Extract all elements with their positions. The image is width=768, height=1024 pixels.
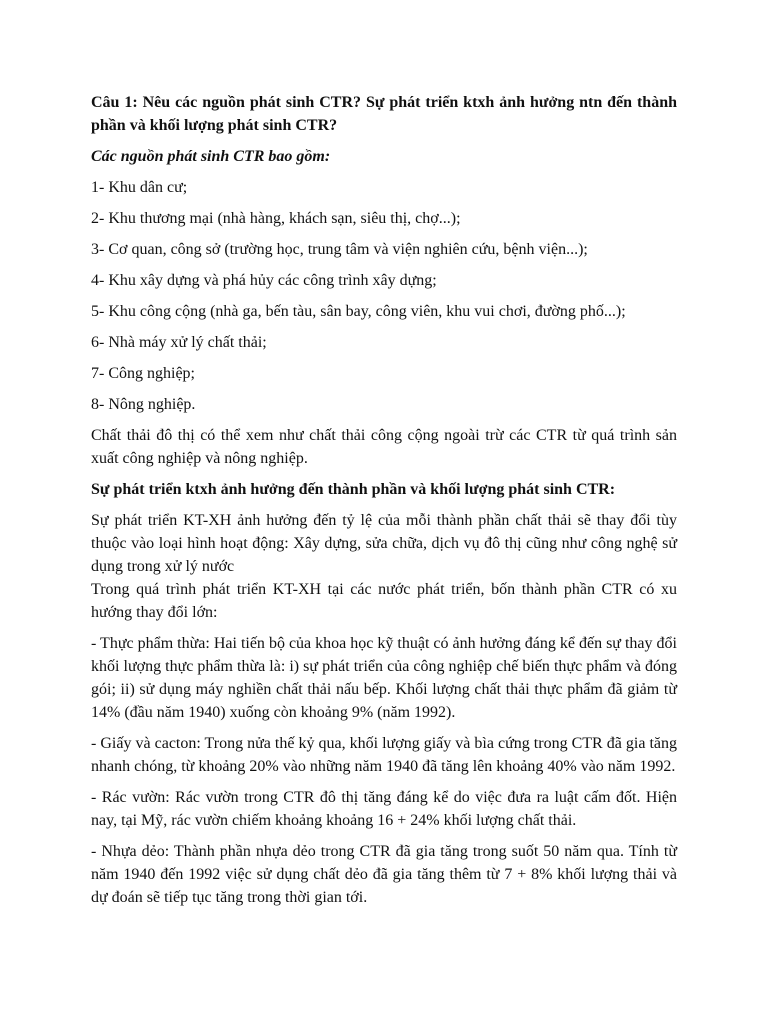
list-item: 6- Nhà máy xử lý chất thải; [91, 334, 267, 351]
list-item: 1- Khu dân cư; [91, 179, 188, 196]
component-paragraph: - Thực phẩm thừa: Hai tiến bộ của khoa học kỹ thuật có ảnh hưởng đáng kể đến sự thay đổi khối lượng thực phẩm thừa là: i) sự phát triển của công nghiệp chế biến thực phẩm và đóng gói; ii) sử dụng máy nghiền chất thải nấu bếp. Khối lượng chất thải thực phẩm đã giảm từ 14% (đầu năm 1940) xuống còn khoảng 9% (năm 1992). [91, 635, 677, 721]
sources-heading: Các nguồn phát sinh CTR bao gồm: [91, 148, 331, 165]
sources-list [91, 176, 677, 416]
development-trend: Trong quá trình phát triển KT-XH tại các nước phát triển, bốn thành phần CTR có xu hướng thay đổi lớn: [91, 581, 677, 621]
list-item: 3- Cơ quan, công sở (trường học, trung tâm và viện nghiên cứu, bệnh viện...); [91, 241, 588, 258]
component-paragraph: - Nhựa dẻo: Thành phần nhựa dẻo trong CTR đã gia tăng trong suốt 50 năm qua. Tính từ năm 1940 đến 1992 việc sử dụng chất dẻo đã gia tăng thêm từ 7 + 8% khối lượng thải và dự đoán sẽ tiếp tục tăng trong thời gian tới. [91, 843, 677, 906]
list-item: 5- Khu công cộng (nhà ga, bến tàu, sân bay, công viên, khu vui chơi, đường phố...); [91, 303, 626, 320]
component-paragraph: - Giấy và cacton: Trong nửa thế kỷ qua, khối lượng giấy và bìa cứng trong CTR đã gia tăng nhanh chóng, từ khoảng 20% vào những năm 1940 đã tăng lên khoảng 40% vào năm 1992. [91, 735, 677, 775]
list-item: 4- Khu xây dựng và phá hủy các công trình xây dựng; [91, 272, 437, 289]
list-item: 8- Nông nghiệp. [91, 396, 196, 413]
document-body [91, 91, 677, 909]
urban-waste-note: Chất thải đô thị có thể xem như chất thải công cộng ngoài trừ các CTR từ quá trình sản xuất công nghiệp và nông nghiệp. [91, 427, 677, 467]
list-item: 7- Công nghiệp; [91, 365, 195, 382]
list-item: 2- Khu thương mại (nhà hàng, khách sạn, siêu thị, chợ...); [91, 210, 461, 227]
development-heading: Sự phát triển ktxh ảnh hưởng đến thành phần và khối lượng phát sinh CTR: [91, 481, 616, 498]
components-list [91, 632, 677, 909]
development-intro: Sự phát triển KT-XH ảnh hưởng đến tỷ lệ của mỗi thành phần chất thải sẽ thay đổi tùy thuộc vào loại hình hoạt động: Xây dựng, sửa chữa, dịch vụ đô thị cũng như công nghệ sử dụng trong xử lý nước [91, 512, 677, 575]
component-paragraph: - Rác vườn: Rác vườn trong CTR đô thị tăng đáng kể do việc đưa ra luật cấm đốt. Hiện nay, tại Mỹ, rác vườn chiếm khoảng khoảng 16 + 24% khối lượng chất thải. [91, 789, 677, 829]
question-title: Câu 1: Nêu các nguồn phát sinh CTR? Sự phát triển ktxh ảnh hưởng ntn đến thành phần và khối lượng phát sinh CTR? [91, 94, 677, 134]
